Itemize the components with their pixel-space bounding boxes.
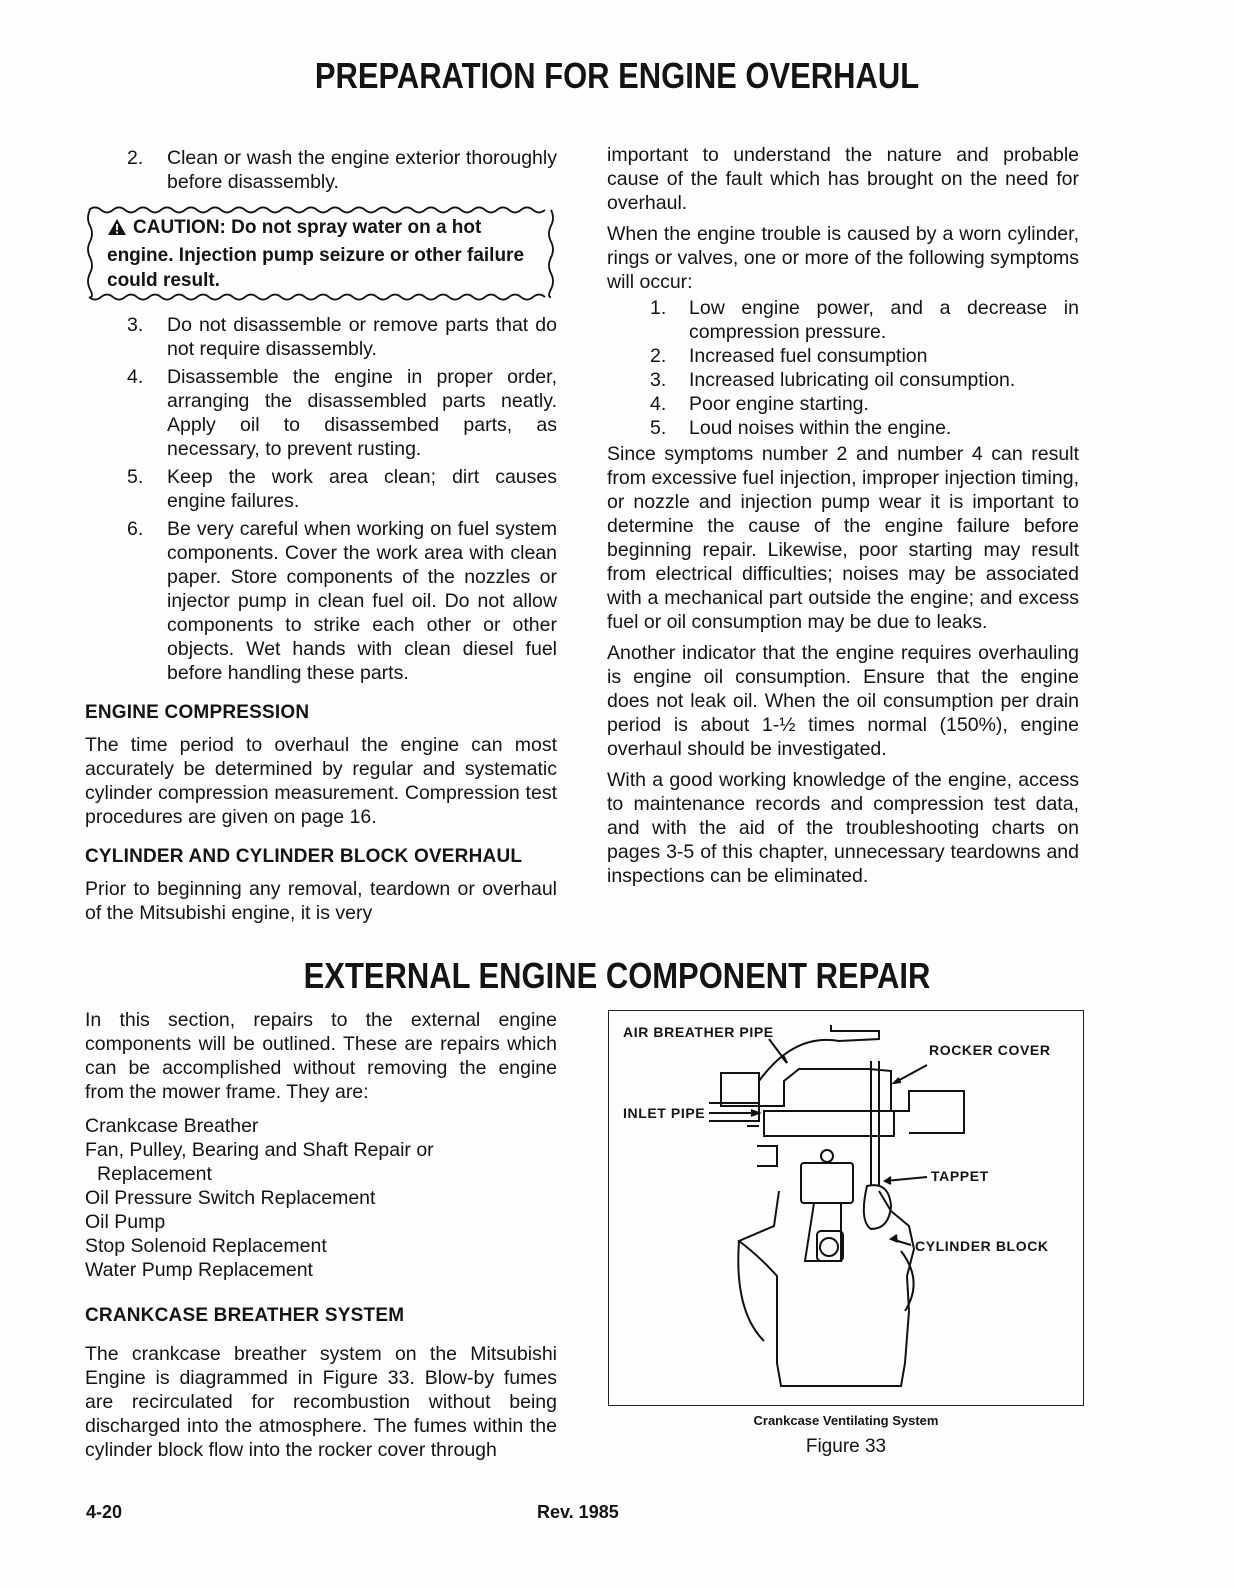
breather-heading: CRANKCASE BREATHER SYSTEM (85, 1305, 405, 1326)
since-paragraph: Since symptoms number 2 and number 4 can result from excessive fuel injection, improper injection timing, or nozzle and injection pump wear it is important to determine the cause of the engine failure before beginning repair. Likewise, poor starting may result from electrical difficulties; noises may be associated with a mechanical part outside the engine; and excess fuel or oil consumption may be due to leaks. (607, 443, 1079, 633)
list-item: Replacement (97, 1163, 212, 1185)
symptom-number: 1. (650, 297, 667, 319)
list-item: Crankcase Breather (85, 1115, 259, 1137)
engine-compression-heading: ENGINE COMPRESSION (85, 702, 310, 723)
step-number: 2. (127, 147, 144, 169)
list-item (607, 416, 1079, 440)
cylinder-overhaul-text: Prior to beginning any removal, teardown or overhaul of the Mitsubishi engine, it is very (85, 878, 557, 924)
figure-33 (608, 1010, 1084, 1406)
step-number: 3. (127, 314, 144, 336)
wavy-border (85, 204, 557, 303)
symptom-number: 5. (650, 417, 667, 439)
list-item: Oil Pressure Switch Replacement (85, 1187, 376, 1209)
list-item: Stop Solenoid Replacement (85, 1235, 327, 1257)
indicator-paragraph: Another indicator that the engine requires overhauling is engine oil consumption. Ensure that the engine does not leak oil. When the oil consumption per drain period is about 1-½ times normal (150%), engine overhaul should be investigated. (607, 642, 1079, 760)
step-number: 5. (127, 466, 144, 488)
prep-steps-list (85, 146, 557, 194)
list-item: Oil Pump (85, 1211, 166, 1233)
symptom-text: Poor engine starting. (689, 393, 869, 415)
page-number: 4-20 (86, 1502, 123, 1522)
label-rocker-cover: ROCKER COVER (929, 1042, 1051, 1058)
symptom-text: Low engine power, and a decrease in compression pressure. (689, 297, 1079, 343)
list-item (85, 146, 557, 194)
list-item (85, 465, 557, 513)
knowledge-paragraph: With a good working knowledge of the engine, access to maintenance records and compression test data, and with the aid of the troubleshooting charts on pages 3-5 of this chapter, unnecessary teardowns and inspections can be eliminated. (607, 769, 1079, 887)
repairs-list (85, 1114, 557, 1282)
list-item (607, 296, 1079, 344)
steps-list (85, 313, 557, 685)
figure-number: Figure 33 (805, 1436, 887, 1457)
symptom-number: 4. (650, 393, 667, 415)
figure-caption: Crankcase Ventilating System (753, 1413, 939, 1428)
step-text: Disassemble the engine in proper order, arranging the disassembled parts neatly. Apply oil to disassembed parts, as necessary, to prevent rusting. (167, 366, 557, 460)
list-item (85, 313, 557, 361)
intro-paragraph: important to understand the nature and probable cause of the fault which has brought on the need for overhaul. (607, 144, 1079, 214)
label-inlet-pipe: INLET PIPE (623, 1105, 706, 1121)
step-text: Be very careful when working on fuel system components. Cover the work area with clean paper. Store components of the nozzles or injector pump in clean fuel oil. Do not allow components to strike each other or other objects. Wet hands with clean diesel fuel before handling these parts. (167, 518, 557, 684)
list-item (85, 365, 557, 461)
list-item (607, 392, 1079, 416)
revision-label: Rev. 1985 (537, 1502, 619, 1522)
label-air-breather-pipe: AIR BREATHER PIPE (623, 1024, 774, 1040)
caution-box (85, 204, 557, 303)
caution-text: CAUTION: Do not spray water on a hot engine. Injection pump seizure or other failure could result. (107, 217, 525, 291)
step-number: 4. (127, 366, 144, 388)
list-item (607, 344, 1079, 368)
worn-paragraph: When the engine trouble is caused by a worn cylinder, rings or valves, one or more of the following symptoms will occur: (607, 223, 1079, 293)
external-repair-column (85, 1008, 557, 1469)
symptom-text: Loud noises within the engine. (689, 417, 952, 439)
symptom-text: Increased lubricating oil consumption. (689, 369, 1016, 391)
list-item: Water Pump Replacement (85, 1259, 313, 1281)
label-tappet: TAPPET (931, 1168, 989, 1184)
right-column (607, 143, 1079, 895)
left-column (85, 146, 557, 932)
engine-diagram (609, 1011, 1083, 1405)
page-title: PREPARATION FOR ENGINE OVERHAUL (314, 55, 920, 96)
external-intro: In this section, repairs to the external engine components will be outlined. These are repairs which can be accomplished without removing the engine from the mower frame. They are: (85, 1009, 557, 1103)
list-item (607, 368, 1079, 392)
step-text: Do not disassemble or remove parts that do not require disassembly. (167, 314, 557, 360)
list-item: Fan, Pulley, Bearing and Shaft Repair or (85, 1139, 434, 1161)
symptom-text: Increased fuel consumption (689, 345, 928, 367)
step-number: 6. (127, 518, 144, 540)
symptom-number: 2. (650, 345, 667, 367)
step-text: Keep the work area clean; dirt causes engine failures. (167, 466, 557, 512)
breather-text: The crankcase breather system on the Mitsubishi Engine is diagrammed in Figure 33. Blow-by fumes are recirculated for recombustion without being discharged into the atmosphere. The fumes within the cylinder block flow into the rocker cover through (85, 1343, 557, 1461)
symptoms-list (607, 296, 1079, 440)
label-cylinder-block: CYLINDER BLOCK (915, 1238, 1049, 1254)
symptom-number: 3. (650, 369, 667, 391)
cylinder-overhaul-heading: CYLINDER AND CYLINDER BLOCK OVERHAUL (85, 846, 523, 867)
engine-compression-text: The time period to overhaul the engine can most accurately be determined by regular and systematic cylinder compression measurement. Compression test procedures are given on page 16. (85, 734, 557, 828)
section-title: EXTERNAL ENGINE COMPONENT REPAIR (303, 955, 931, 996)
list-item (85, 517, 557, 685)
step-text: Clean or wash the engine exterior thoroughly before disassembly. (167, 147, 557, 193)
